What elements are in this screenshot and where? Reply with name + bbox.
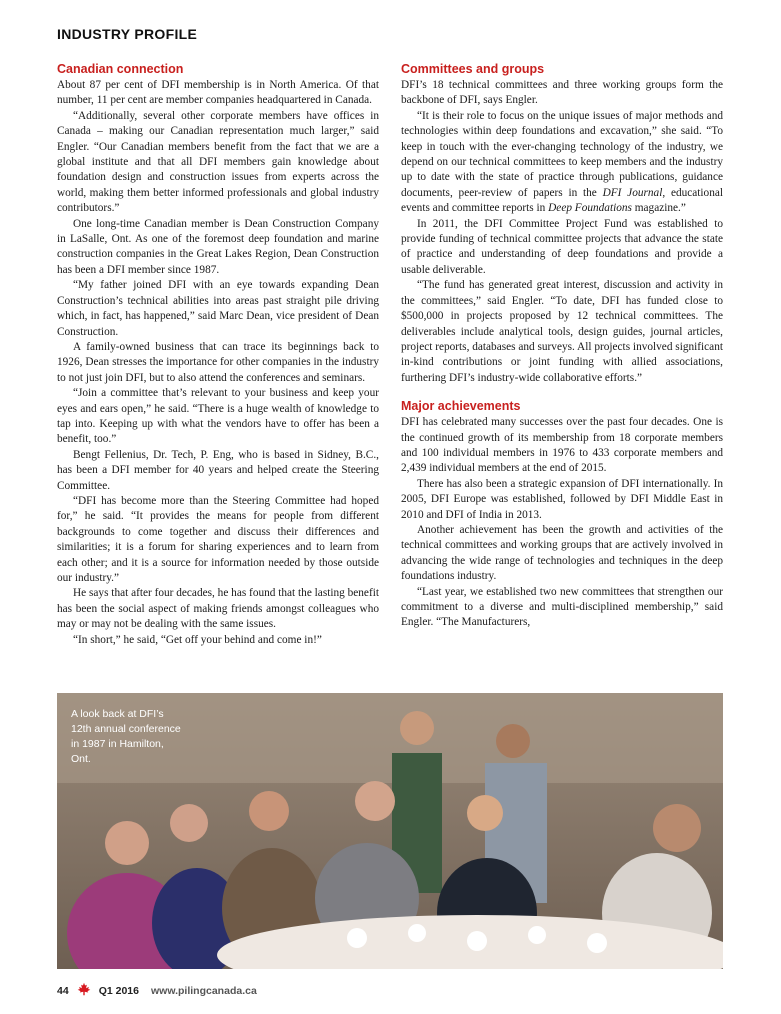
right-column: [401, 61, 723, 631]
paragraph: “DFI has become more than the Steering Committee had hoped for,” he said. “It provides the means for people from different backgrounds to come together and discuss their differences and similarities; it is a forum for sharing experiences and to learn from each other; and it is a source for information needed by those outside our industry.”: [57, 494, 379, 584]
conference-photo: [57, 693, 723, 969]
magazine-title: Deep Foundations: [548, 202, 632, 215]
paragraph: “The fund has generated great interest, discussion and activity in the committees,” said Engler. “To date, DFI has funded close to $500,000 in projects proposed by 12 technical committees. The deliverables include analytical tools, design guides, journal articles, project reports, databases and surveys. All projects involved significant in-kind contributions or joint funding with allied associations, furthering DFI’s industry-wide collaborative efforts.”: [401, 279, 723, 384]
page-number: 44: [57, 984, 69, 997]
text-run: magazine.”: [631, 202, 686, 215]
left-column: [57, 61, 379, 648]
paragraph: There has also been a strategic expansion of DFI internationally. In 2005, DFI Europe was established, followed by DFI Middle East in 2010 and DFI of India in 2013.: [401, 477, 723, 521]
maple-leaf-icon: [77, 982, 91, 999]
paragraph: One long-time Canadian member is Dean Construction Company in LaSalle, Ont. As one of the foremost deep foundation and marine construction companies in the Great Lakes Region, Dean Construction has been a DFI member since 1987.: [57, 217, 379, 276]
paragraph: [401, 109, 723, 217]
text-run: , educational events and committee reports in: [401, 186, 724, 215]
paragraph: About 87 per cent of DFI membership is in North America. Of that number, 11 per cent are member companies headquartered in Canada.: [57, 79, 379, 107]
paragraph: DFI has celebrated many successes over the past four decades. One is the continued growth of its membership from 18 corporate members and 100 individual members in 1976 to 433 corporate members and 2,439 individual members at the end of 2015.: [401, 416, 723, 475]
issue-label: Q1 2016: [98, 984, 139, 997]
journal-title: DFI Journal: [602, 186, 663, 199]
heading-committees-and-groups: Committees and groups: [401, 62, 545, 76]
paragraph: DFI’s 18 technical committees and three working groups form the backbone of DFI, says Engler.: [401, 79, 723, 107]
paragraph: Another achievement has been the growth and activities of the technical committees and working groups that are actively involved in advancing the wide range of technologies and techniques in the deep foundations industry.: [401, 523, 723, 583]
photo-caption: A look back at DFI’s 12th annual conference in 1987 in Hamilton, Ont.: [71, 708, 181, 765]
paragraph: “Join a committee that’s relevant to your business and keep your eyes and ears open,” he said. “There is a huge wealth of knowledge to tap into. Keeping up with what the vendors have to offer has been a benefit, too.”: [57, 387, 379, 446]
paragraph: Bengt Fellenius, Dr. Tech, P. Eng, who is based in Sidney, B.C., has been a DFI member for 40 years and helped create the Steering Committee.: [57, 448, 379, 492]
heading-major-achievements: Major achievements: [401, 399, 521, 414]
paragraph: A family-owned business that can trace its beginnings back to 1926, Dean stresses the importance for other companies in the industry to not just join DFI, but to also attend the conferences and seminars.: [57, 340, 379, 384]
paragraph: “In short,” he said, “Get off your behind and come in!”: [73, 633, 322, 646]
paragraph: In 2011, the DFI Committee Project Fund was established to provide funding of technical committee projects that advance the state of practice and understanding of deep foundations and provide a usable deliverable.: [401, 217, 723, 276]
paragraph: He says that after four decades, he has found that the lasting benefit has been the social aspect of making friends amongst colleagues who may or may not be dealing with the same issues.: [57, 587, 379, 631]
website-link[interactable]: www.pilingcanada.ca: [150, 984, 257, 997]
heading-canadian-connection: Canadian connection: [57, 62, 184, 76]
page-footer: [57, 982, 257, 999]
paragraph: “My father joined DFI with an eye towards expanding Dean Construction’s technical abilities into areas past straight pile driving which, in fact, has happened,” said Marc Dean, vice president of Dean Construction.: [57, 279, 379, 338]
text-run: “It is their role to focus on the unique issues of major methods and technologies within deep foundations and excavation,” she said. “To keep in touch with the ever-changing technology of the industry, we depend on our technical committees to keep members and the industry up to date with the state of practice through publications, guidance documents, peer-review of papers in the: [401, 109, 723, 199]
paragraph: “Additionally, several other corporate members have offices in Canada – making our Canadian representation much larger,” said Engler. “Our Canadian members benefit from the fact that we are a global institute and that all DFI members gain knowledge about foundation design and construction issues from experts across the world, making them better informed professionals and global industry contributors.”: [57, 109, 379, 215]
paragraph: “Last year, we established two new committees that strengthen our commitment to a diverse and multi-disciplined membership,” said Engler. “The Manufacturers,: [401, 585, 723, 629]
section-header: INDUSTRY PROFILE: [57, 26, 198, 42]
